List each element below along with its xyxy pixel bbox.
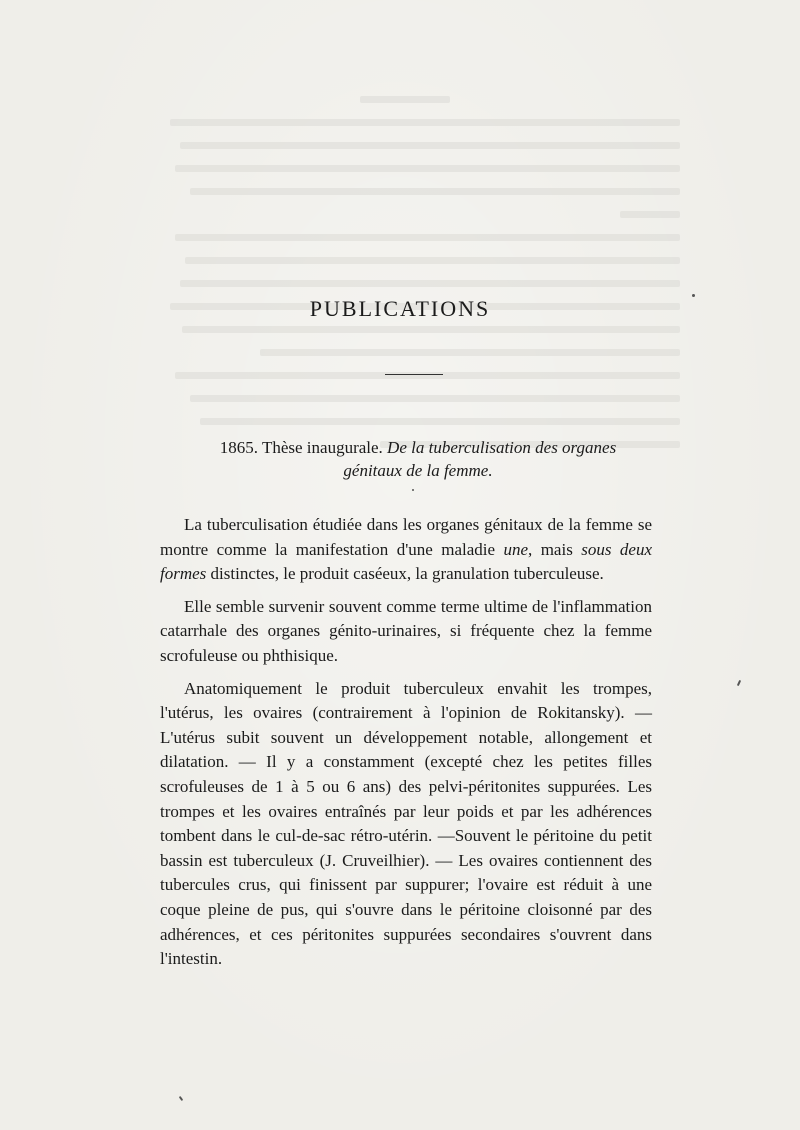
ink-speck xyxy=(412,489,414,491)
entry-line-1 xyxy=(168,436,668,459)
paragraph-1-text-c: distinctes, le produit caséeux, la granulation tuberculeuse. xyxy=(206,564,604,584)
entry-year-label: 1865. Thèse inaugurale. xyxy=(219,438,383,457)
bleed-through-text xyxy=(160,88,680,456)
publication-entry-heading xyxy=(168,436,668,482)
page-title: PUBLICATIONS xyxy=(309,296,491,321)
paragraph-1-emphasis-a: une xyxy=(503,539,529,559)
title-divider xyxy=(385,374,443,375)
body-text xyxy=(160,513,652,980)
paragraph-1-text-a: La tuberculisation étudiée dans les organes génitaux de la femme se montre comme la manifestation d'une maladie xyxy=(160,515,652,559)
ink-speck xyxy=(737,680,741,686)
paragraph-2: Elle semble survenir souvent comme terme ultime de l'inflammation catarrhale des organes génito-urinaires, si fréquente chez la femme scrofuleuse ou phthisique. xyxy=(160,596,652,665)
paragraph-1 xyxy=(160,513,652,587)
paragraph-1-emphasis-b: sous deux formes xyxy=(160,539,653,584)
entry-title-part1: De la tuberculisation des organes xyxy=(387,438,617,457)
entry-line-2 xyxy=(168,459,668,482)
entry-title-part2: génitaux de la femme. xyxy=(343,461,493,480)
paragraph-1-text-b: , mais xyxy=(528,539,582,559)
ink-speck xyxy=(179,1096,184,1101)
ink-speck xyxy=(692,294,695,297)
paragraph-3: Anatomiquement le produit tuberculeux envahit les trompes, l'utérus, les ovaires (contrairement à l'opinion de Rokitansky). — L'utérus subit souvent un développement notable, allongement et dilatation. — Il y a constamment (excepté chez les petites filles scrofuleuses de 1 à 5 ou 6 ans) des pelvi-péritonites suppurées. Les trompes et les ovaires entraînés par leur poids et par les adhérences tombent dans le cul-de-sac rétro-utérin. —Souvent le péritoine du petit bassin est tuberculeux (J. Cruveilhier). — Les ovaires contiennent des tubercules crus, qui finissent par suppurer; l'ovaire est réduit à une coque pleine de pus, qui s'ouvre dans le péritoine cloisonné par des adhérences, et ces péritonites suppurées secondaires s'ouvrent dans l'intestin. xyxy=(160,678,652,969)
